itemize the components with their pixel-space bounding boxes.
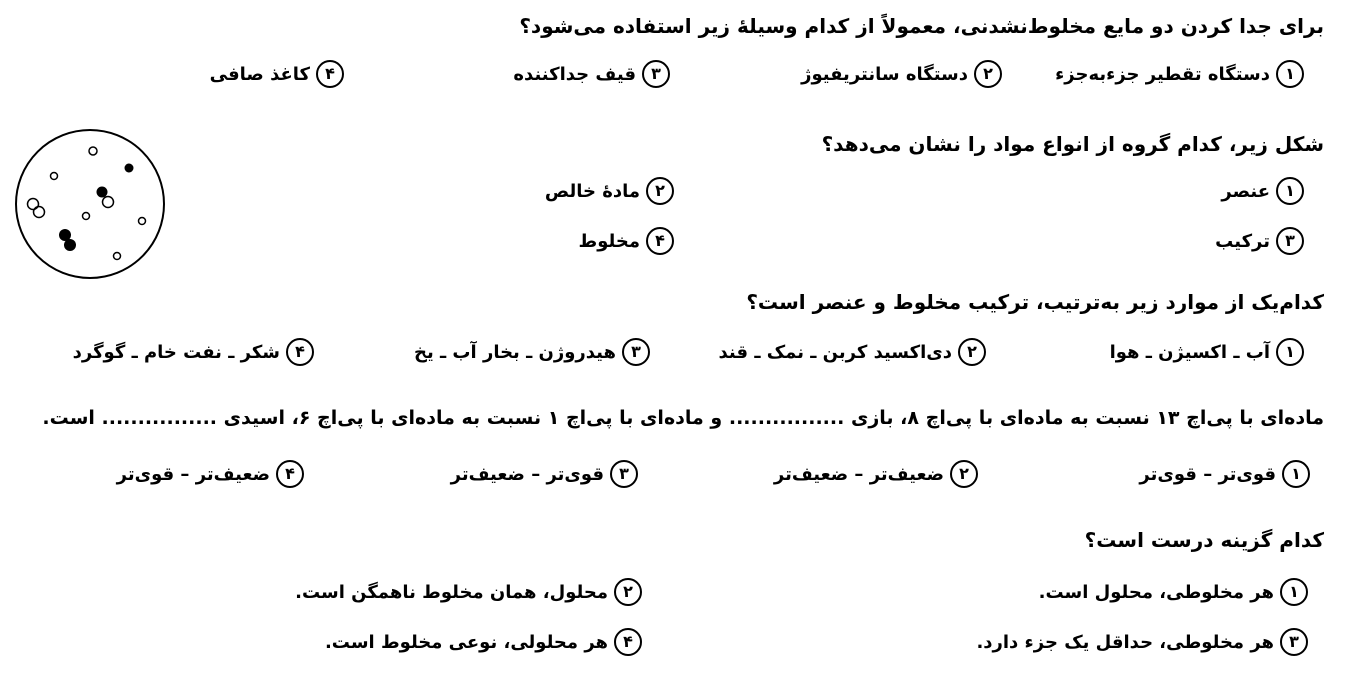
question-1-stem: برای جدا کردن دو مایع مخلوط‌نشدنی، معمولاً از کدام وسیلهٔ زیر استفاده می‌شود؟	[519, 14, 1324, 38]
option-number-badge: ۱	[1280, 578, 1308, 606]
option-text: دی‌اکسید کربن ـ نمک ـ قند	[718, 341, 952, 363]
option-text: هیدروژن ـ بخار آب ـ یخ	[414, 341, 616, 363]
question-3-stem: کدام‌یک از موارد زیر به‌ترتیب، ترکیب مخلوط و عنصر است؟	[746, 290, 1324, 314]
q5-option-4[interactable]	[325, 628, 642, 656]
q1-option-4[interactable]	[210, 60, 344, 88]
option-text: هر مخلوطی، حداقل یک جزء دارد.	[976, 631, 1274, 653]
q3-option-1[interactable]	[1110, 338, 1304, 366]
option-text: مخلوط	[578, 230, 640, 252]
option-text: مادهٔ خالص	[544, 180, 640, 202]
option-text: قوی‌تر – ضعیف‌تر	[450, 463, 604, 485]
q4-option-2[interactable]	[774, 460, 978, 488]
q3-option-2[interactable]	[719, 338, 986, 366]
option-number-badge: ۲	[974, 60, 1002, 88]
option-text: عنصر	[1221, 180, 1270, 202]
option-number-badge: ۱	[1276, 177, 1304, 205]
q5-option-3[interactable]	[976, 628, 1308, 656]
q1-option-2[interactable]	[801, 60, 1002, 88]
q3-option-4[interactable]	[73, 338, 314, 366]
option-text: آب ـ اکسیژن ـ هوا	[1109, 341, 1270, 363]
option-number-badge: ۴	[614, 628, 642, 656]
option-text: شکر ـ نفت خام ـ گوگرد	[72, 341, 280, 363]
option-number-badge: ۱	[1282, 460, 1310, 488]
option-number-badge: ۲	[950, 460, 978, 488]
option-text: هر محلولی، نوعی مخلوط است.	[324, 631, 608, 653]
option-number-badge: ۳	[642, 60, 670, 88]
option-number-badge: ۳	[610, 460, 638, 488]
q5-option-2[interactable]	[295, 578, 642, 606]
q2-option-4[interactable]	[579, 227, 674, 255]
question-5-stem: کدام گزینه درست است؟	[1084, 528, 1324, 552]
option-number-badge: ۳	[1280, 628, 1308, 656]
q2-option-3[interactable]	[1215, 227, 1304, 255]
option-number-badge: ۴	[316, 60, 344, 88]
option-number-badge: ۲	[958, 338, 986, 366]
option-number-badge: ۴	[276, 460, 304, 488]
q5-option-1[interactable]	[1039, 578, 1308, 606]
option-text: قیف جداکننده	[513, 63, 636, 85]
q1-option-1[interactable]	[1055, 60, 1304, 88]
q4-option-3[interactable]	[451, 460, 638, 488]
option-text: قوی‌تر – قوی‌تر	[1139, 463, 1276, 485]
option-text: ترکیب	[1215, 230, 1270, 252]
option-text: ضعیف‌تر – ضعیف‌تر	[773, 463, 944, 485]
option-number-badge: ۳	[1276, 227, 1304, 255]
question-4-stem: ماده‌ای با پی‌اچ ۱۳ نسبت به ماده‌ای با پی‌اچ ۸، بازی ................ و ماده‌ای با پی‌اچ ۱ نسبت به ماده‌ای با پی‌اچ ۶، اسیدی ................ است.	[42, 407, 1324, 429]
question-2-stem: شکل زیر، کدام گروه از انواع مواد را نشان می‌دهد؟	[821, 132, 1324, 156]
option-number-badge: ۱	[1276, 338, 1304, 366]
option-number-badge: ۴	[286, 338, 314, 366]
q4-option-4[interactable]	[117, 460, 304, 488]
option-number-badge: ۴	[646, 227, 674, 255]
q2-option-2[interactable]	[545, 177, 674, 205]
q4-option-1[interactable]	[1139, 460, 1310, 488]
option-number-badge: ۲	[646, 177, 674, 205]
q1-option-3[interactable]	[513, 60, 670, 88]
option-text: کاغذ صافی	[209, 63, 310, 85]
option-text: هر مخلوطی، محلول است.	[1038, 581, 1274, 603]
option-text: دستگاه سانتریفیوژ	[801, 63, 968, 85]
q2-option-1[interactable]	[1221, 177, 1304, 205]
particle-diagram-icon	[14, 128, 166, 280]
q3-option-3[interactable]	[414, 338, 650, 366]
option-text: ضعیف‌تر – قوی‌تر	[116, 463, 270, 485]
option-text: دستگاه تقطیر جزءبه‌جزء	[1055, 63, 1270, 85]
option-number-badge: ۲	[614, 578, 642, 606]
option-text: محلول، همان مخلوط ناهمگن است.	[295, 581, 608, 603]
option-number-badge: ۱	[1276, 60, 1304, 88]
option-number-badge: ۳	[622, 338, 650, 366]
